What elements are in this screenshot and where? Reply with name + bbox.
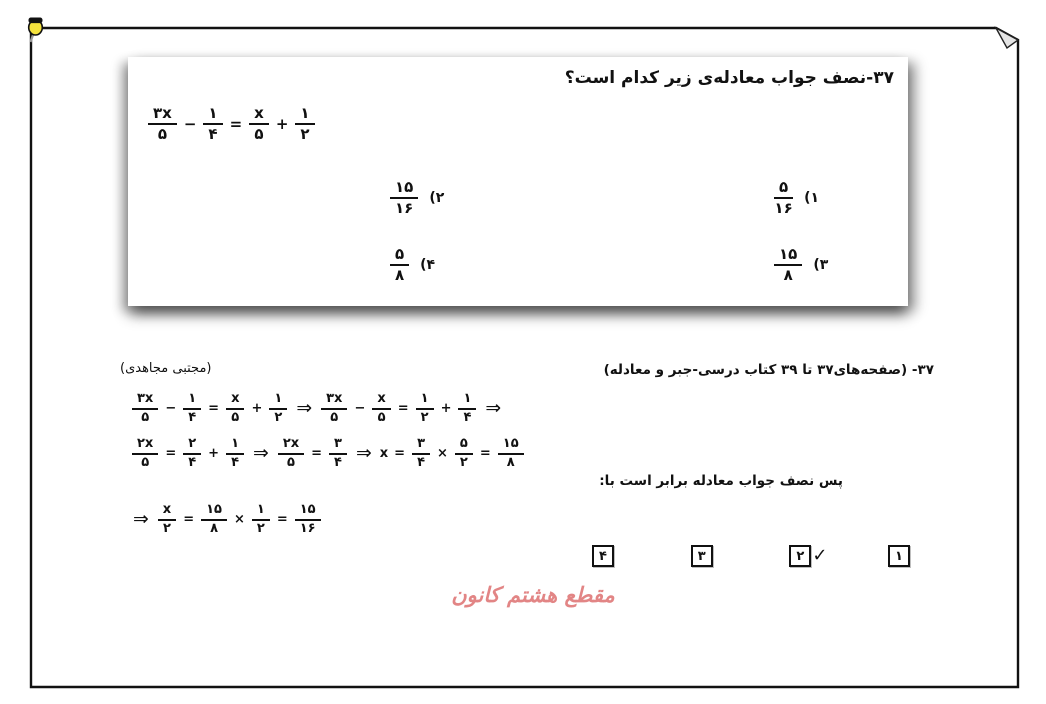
option-2-label: (۲ <box>429 190 445 207</box>
answer-slot-3 <box>691 545 713 567</box>
option-2-fraction: $\frac{۱۵}{۱۶}$ <box>390 179 418 218</box>
checkmark-icon: ✓ <box>812 545 828 566</box>
answer-box-2[interactable]: ۲ <box>789 545 811 567</box>
page-curl-cut <box>996 28 1018 40</box>
answer-slot-4 <box>592 545 614 567</box>
answer-slot-1 <box>888 545 910 567</box>
option-4-fraction: $\frac{۵}{۸}$ <box>390 246 409 285</box>
question-equation: $\frac{۳x}{۵}$ − $\frac{۱}{۴}$ = $\frac{x}{۵}$ + $\frac{۱}{۲}$ <box>144 105 319 144</box>
option-3-label: (۳ <box>813 257 829 274</box>
solution-step-2: $\frac{۲x}{۵}$ = $\frac{۲}{۴}$ + $\frac{۱}{۴}$ ⇒ $\frac{۲x}{۵}$ = $\frac{۳}{۴}$ ⇒ x = $\frac{۳}{۴}$ × $\frac{۵}{۲}$ = $\frac{۱۵}{۸}$ <box>128 437 528 471</box>
page-curl-icon <box>996 28 1018 48</box>
answer-strip <box>592 545 910 567</box>
option-1[interactable] <box>770 179 819 218</box>
pushpin-icon <box>29 18 43 43</box>
question-card <box>128 57 908 306</box>
answer-slot-2 <box>789 545 828 567</box>
option-3[interactable] <box>770 246 828 285</box>
option-1-label: (۱ <box>804 190 820 207</box>
option-1-fraction: $\frac{۵}{۱۶}$ <box>774 178 793 218</box>
solution-step-1: $\frac{۳x}{۵}$ − $\frac{۱}{۴}$ = $\frac{x}{۵}$ + $\frac{۱}{۲}$ ⇒ $\frac{۳x}{۵}$ − $\frac{x}{۵}$ = $\frac{۱}{۲}$ + $\frac{۱}{۴}$ ⇒ <box>128 392 506 426</box>
question-title: ۳۷-نصف جواب معادله‌ی زیر کدام است؟ <box>564 68 894 88</box>
option-4[interactable] <box>386 246 435 285</box>
option-3-fraction: $\frac{۱۵}{۸}$ <box>774 246 802 285</box>
option-4-label: (۴ <box>420 257 436 274</box>
watermark-text: مقطع هشتم کانون <box>451 582 615 607</box>
option-2[interactable] <box>386 179 444 218</box>
solution-author: (مجتبی مجاهدی) <box>120 361 212 376</box>
solution-conclusion: پس نصف جواب معادله برابر است با: <box>599 473 843 489</box>
answer-box-4[interactable]: ۴ <box>592 545 614 567</box>
answer-box-3[interactable]: ۳ <box>691 545 713 567</box>
answer-box-1[interactable]: ۱ <box>888 545 910 567</box>
solution-source-reference: ۳۷- (صفحه‌های۳۷ تا ۳۹ کتاب درسی-جبر و معادله) <box>603 362 934 378</box>
solution-step-3: ⇒ $\frac{x}{۲}$ = $\frac{۱۵}{۸}$ × $\frac{۱}{۲}$ = $\frac{۱۵}{۱۶}$ <box>128 503 325 537</box>
